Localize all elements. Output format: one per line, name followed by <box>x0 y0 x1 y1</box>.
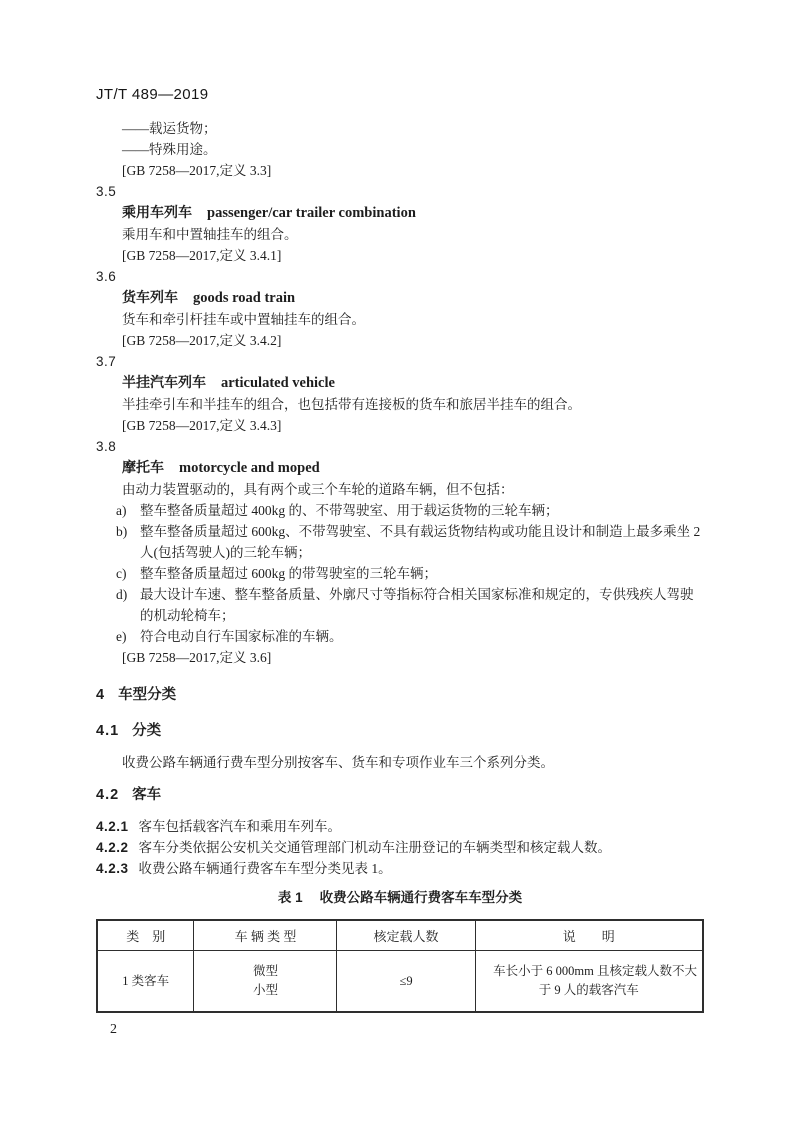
section-title: 分类 <box>132 723 162 739</box>
list-text: 符合电动自行车国家标准的车辆。 <box>140 629 343 644</box>
table-caption <box>96 887 704 909</box>
table-header-cell: 类 别 <box>97 920 194 951</box>
term-definition: 由动力装置驱动的，具有两个或三个车轮的道路车辆，但不包括： <box>122 482 514 497</box>
vehicle-type: 微型 <box>252 964 278 978</box>
section-heading <box>96 784 704 806</box>
doc-code: JT/T 489—2019 <box>96 86 209 103</box>
dash-item: ——载运货物； <box>122 121 217 136</box>
table-caption-title: 收费公路车辆通行费客车车型分类 <box>319 890 523 905</box>
term-definition: 货车和牵引杆挂车或中置轴挂车的组合。 <box>122 312 365 327</box>
term-heading <box>122 372 704 394</box>
term-heading <box>122 202 704 224</box>
section-heading <box>96 720 704 742</box>
vehicle-type-cell <box>194 951 337 1013</box>
numbered-clause <box>96 858 704 879</box>
table-header-cell: 说 明 <box>475 920 703 951</box>
seats-cell: ≤9 <box>337 951 475 1013</box>
page-number: 2 <box>110 1022 117 1037</box>
clause-text: 客车分类依据公安机关交通管理部门机动车注册登记的车辆类型和核定载人数。 <box>138 840 612 855</box>
list-marker: d) <box>116 587 128 602</box>
list-marker: e) <box>116 629 127 644</box>
list-item <box>116 626 704 647</box>
clause-number: 3.8 <box>96 439 117 454</box>
list-item <box>116 584 704 626</box>
clause-number: 4.2.3 <box>96 861 129 876</box>
classification-table <box>96 919 704 1013</box>
list-text: 整车整备质量超过 600kg 的带驾驶室的三轮车辆； <box>140 566 437 581</box>
list-marker: b) <box>116 524 128 539</box>
clause-number: 4.2.1 <box>96 819 129 834</box>
source-reference: [GB 7258—2017,定义 3.3] <box>122 163 272 178</box>
chapter-title: 车型分类 <box>118 687 177 703</box>
term-en: articulated vehicle <box>221 375 335 391</box>
term-zh: 摩托车 <box>122 459 164 475</box>
term-zh: 货车列车 <box>122 289 178 305</box>
section-title: 客车 <box>132 787 162 803</box>
note-cell: 车长小于 6 000mm 且核定载人数不大于 9 人的载客汽车 <box>475 951 703 1013</box>
table-caption-label: 表 1 <box>277 890 303 905</box>
term-en: goods road train <box>193 290 296 306</box>
list-text: 最大设计车速、整车整备质量、外廓尺寸等指标符合相关国家标准和规定的，专供残疾人驾驶的机动轮椅车； <box>140 587 694 623</box>
table-header-row <box>97 920 703 951</box>
section-number: 4.1 <box>96 723 120 739</box>
list-marker: a) <box>116 503 127 518</box>
clause-number: 3.7 <box>96 354 117 369</box>
term-definition: 乘用车和中置轴挂车的组合。 <box>122 227 298 242</box>
list-item <box>116 563 704 584</box>
clause-number: 4.2.2 <box>96 840 129 855</box>
term-heading <box>122 287 704 309</box>
list-item <box>116 500 704 521</box>
numbered-clause <box>96 837 704 858</box>
chapter-number: 4 <box>96 687 106 703</box>
chapter-heading <box>96 684 704 706</box>
term-en: passenger/car trailer combination <box>207 205 416 221</box>
term-definition: 半挂牵引车和半挂车的组合，也包括带有连接板的货车和旅居半挂车的组合。 <box>122 397 581 412</box>
category-cell: 1 类客车 <box>97 951 194 1013</box>
source-reference: [GB 7258—2017,定义 3.4.1] <box>122 248 282 263</box>
source-reference: [GB 7258—2017,定义 3.4.2] <box>122 333 282 348</box>
section-number: 4.2 <box>96 787 120 803</box>
table-row <box>97 951 703 1013</box>
term-zh: 乘用车列车 <box>122 204 192 220</box>
term-heading <box>122 457 704 479</box>
list-marker: c) <box>116 566 127 581</box>
list-text: 整车整备质量超过 400kg 的、不带驾驶室、用于载运货物的三轮车辆； <box>140 503 559 518</box>
clause-number: 3.6 <box>96 269 117 284</box>
dash-item: ——特殊用途。 <box>122 142 217 157</box>
table-header-cell: 核定载人数 <box>337 920 475 951</box>
clause-text: 客车包括载客汽车和乘用车列车。 <box>138 819 342 834</box>
source-reference: [GB 7258—2017,定义 3.4.3] <box>122 418 282 433</box>
clause-text: 收费公路车辆通行费客车车型分类见表 1。 <box>138 861 392 876</box>
term-zh: 半挂汽车列车 <box>122 374 206 390</box>
paragraph: 收费公路车辆通行费车型分别按客车、货车和专项作业车三个系列分类。 <box>122 755 554 770</box>
list-text: 整车整备质量超过 600kg、不带驾驶室、不具有载运货物结构或功能且设计和制造上最多乘坐 2 人(包括驾驶人)的三轮车辆； <box>140 524 701 560</box>
vehicle-type: 小型 <box>252 983 278 997</box>
source-reference: [GB 7258—2017,定义 3.6] <box>122 650 272 665</box>
list-item <box>116 521 704 563</box>
clause-number: 3.5 <box>96 184 117 199</box>
table-header-cell: 车 辆 类 型 <box>194 920 337 951</box>
numbered-clause <box>96 816 704 837</box>
term-en: motorcycle and moped <box>179 460 320 476</box>
